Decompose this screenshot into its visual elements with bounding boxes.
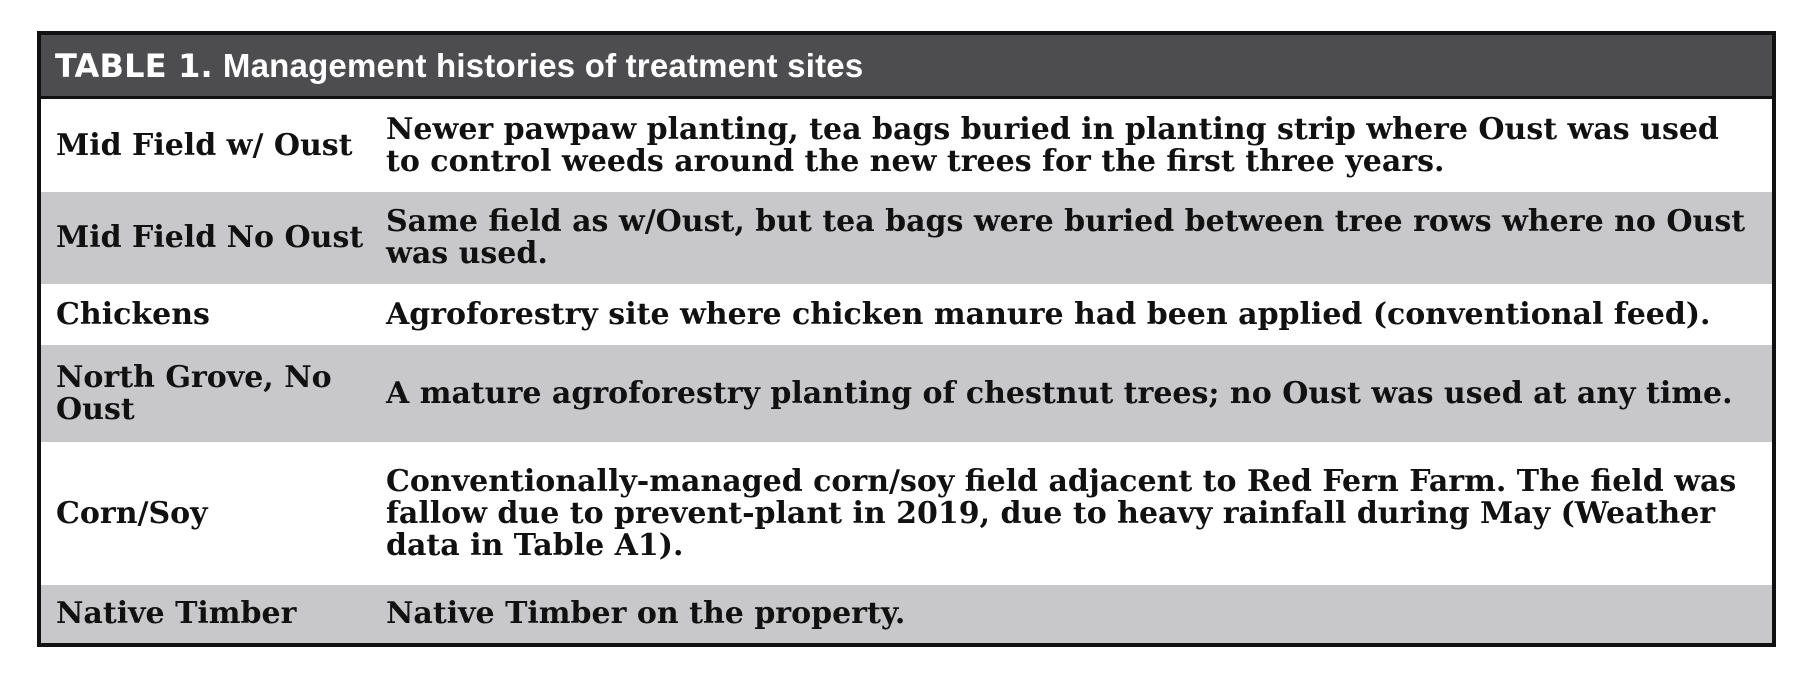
history-cell: Newer pawpaw planting, tea bags buried in planting strip where Oust was used to control weeds around the new trees for the first three years.: [386, 111, 1719, 179]
table-number: TABLE 1.: [55, 46, 213, 85]
history-cell: Conventionally-managed corn/soy field adjacent to Red Fern Farm. The field was fallow due to prevent-plant in 2019, due to heavy rainfall during May (Weather data in Table A1).: [386, 463, 1737, 563]
table-row: [41, 192, 1772, 284]
site-cell: Mid Field w/ Oust: [56, 127, 353, 163]
table-row: [41, 99, 1772, 192]
site-cell: Native Timber: [56, 596, 297, 631]
table-caption: [41, 35, 1772, 99]
history-cell: Same field as w/Oust, but tea bags were buried between tree rows where no Oust was used.: [386, 204, 1746, 271]
table-row: [41, 284, 1772, 345]
table-row: [41, 585, 1772, 643]
table-row: [41, 345, 1772, 442]
site-cell: Mid Field No Oust: [56, 220, 364, 255]
site-cell: North Grove, No Oust: [56, 359, 332, 427]
history-cell: Agroforestry site where chicken manure had been applied (conventional feed).: [386, 296, 1711, 332]
site-cell: Chickens: [56, 296, 210, 332]
table-row: [41, 442, 1772, 585]
history-cell: Native Timber on the property.: [386, 596, 906, 631]
history-cell: A mature agroforestry planting of chestnut trees; no Oust was used at any time.: [386, 375, 1733, 411]
management-history-table: [37, 31, 1776, 647]
site-cell: Corn/Soy: [56, 495, 208, 531]
table-body: [41, 99, 1772, 643]
table-title: Management histories of treatment sites: [222, 46, 864, 84]
